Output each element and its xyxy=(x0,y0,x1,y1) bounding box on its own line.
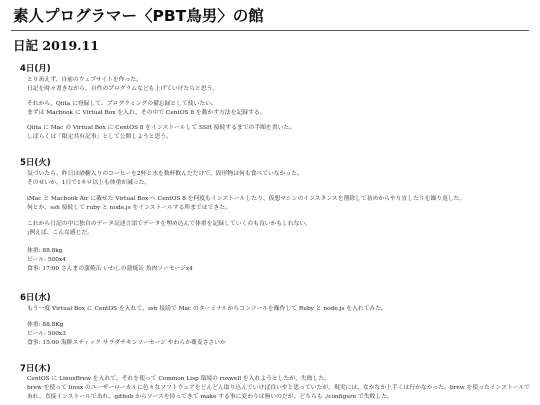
diary-line: 日記を時々書きながら、自作のプログラムなども上げていけたらと思う。 xyxy=(27,86,219,92)
day-heading: 6日(水) xyxy=(20,293,51,303)
day-heading: 7日(木) xyxy=(20,364,51,374)
diary-line: CentOS に LinuxBrew を入れて、それを使って Common Lisp 環境の roswell を入れようとしたが、失敗した。 xyxy=(27,376,330,382)
diary-line: これから日記の中に独自のデータ記述言語でデータを埋め込んで体重を記録していくのも良いかもしれない。 xyxy=(27,221,312,227)
record-beer: ビール: 500x3 xyxy=(27,331,66,337)
diary-paragraph xyxy=(27,375,533,402)
diary-month-title xyxy=(13,38,99,54)
diary-paragraph xyxy=(27,305,533,314)
diary-record xyxy=(27,321,533,348)
record-weight: 体重: 88.8kg xyxy=(27,248,63,254)
diary-paragraph xyxy=(27,124,533,142)
record-beer: ビール: 500x4 xyxy=(27,257,66,263)
diary-line: Qiita に Mac の Virtual Box に CentOS 8 をインストールして SSH 接続するまでの手順を書いた。 xyxy=(27,125,295,131)
diary-paragraph xyxy=(27,76,533,94)
diary-paragraph xyxy=(27,220,533,238)
day-heading: 5日(火) xyxy=(20,158,51,168)
diary-line: ¡例えば、こんな感じだ。 xyxy=(27,230,94,236)
diary-prefix: 日記 xyxy=(13,38,39,53)
record-meal: 食事: 15:00 海鮮スティック サラダチキンソーセージ やわらか蕎麦ささいか xyxy=(27,340,226,346)
diary-line: まずは Macbook に Virtual Box を入れ、その中で CentOS 8 を動かす方法を記録する。 xyxy=(27,110,266,116)
record-weight: 体重: 88.8Kg xyxy=(27,322,64,328)
diary-record xyxy=(27,247,533,274)
diary-line: iMac と Macbook Air に載せた Virtual Box へ CentOS 8 を何度もインストールしたり、仮想マシンのインスタンスを削除して初めからやり直したりを繰り返した。 xyxy=(27,196,466,202)
diary-line: そのせいか、1日で1キロ以上も体重が減った。 xyxy=(27,180,151,186)
diary-month: 2019.11 xyxy=(42,38,99,53)
diary-line: それから、Qiita に登録して、プログラミングの備忘録として使いたい。 xyxy=(27,101,217,107)
diary-paragraph xyxy=(27,195,533,213)
diary-line: 何とか、ssh 接続して ruby と node.js をインストールする所まではできた。 xyxy=(27,205,231,211)
day-heading: 4日(月) xyxy=(20,64,51,74)
diary-paragraph xyxy=(27,100,533,118)
record-meal: 食事: 17:00 さんまの蒲焼缶 いわしの蒲焼缶 魚肉ソーセージx4 xyxy=(27,266,193,272)
diary-line: もう一度 Virtual Box に CentOS を入れて、ssh 接続で Mac のターミナルからコンソールを操作して Ruby と node.js を入れてみた。 xyxy=(27,306,387,312)
diary-line: brew を使って linux のユーザーローカルに色々なソフトウェアをどんどん取り込んでいけば良いやと思っていたが、現実には、なかなか上手くは行かなかった。brew を使ったインストールであれ、直接インストールであれ、github からソースを持ってきて make する事に変わりは無いのだが、どちらも ./configure で失敗した。 xyxy=(27,385,531,400)
site-title: 素人プログラマー〈PBT鳥男〉の館 xyxy=(13,7,264,25)
title-divider xyxy=(11,30,529,31)
diary-line: 気づいたら、昨日は砂糖入りのコーヒーを2杯と水を数杯飲んだだけで、固形物は何も食べていなかった。 xyxy=(27,171,303,177)
diary-line: とりあえず、自前のウェブサイトを作った。 xyxy=(27,77,142,83)
diary-paragraph xyxy=(27,170,533,188)
diary-line: しばらくは「限定共有記事」として公開しようと思う。 xyxy=(27,134,172,140)
